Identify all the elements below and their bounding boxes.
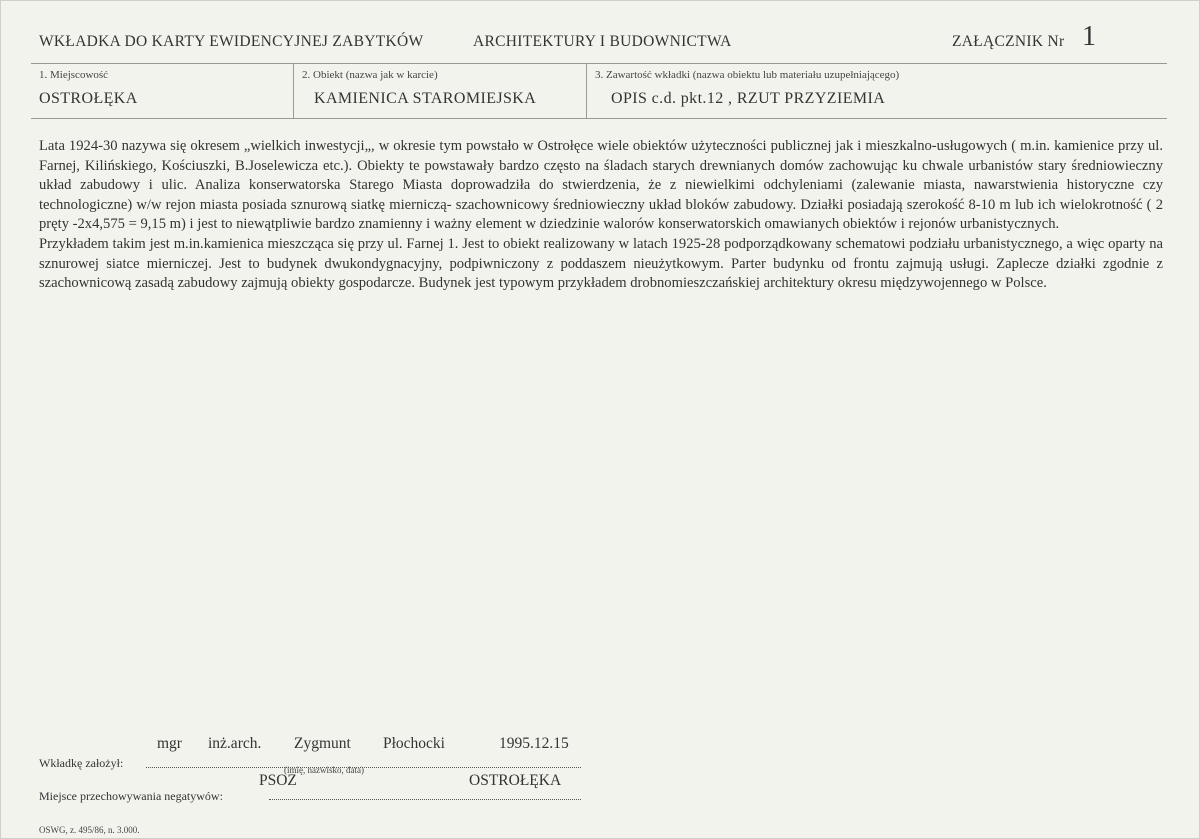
header-title-right: ARCHITEKTURY I BUDOWNICTWA bbox=[473, 33, 732, 50]
author-title-2: inż.arch. bbox=[208, 735, 262, 752]
author-date: 1995.12.15 bbox=[499, 735, 569, 752]
author-title-1: mgr bbox=[157, 735, 182, 752]
negatives-org: PSOZ bbox=[259, 772, 297, 789]
field-separator-1 bbox=[293, 63, 294, 119]
field-label-object: 2. Obiekt (nazwa jak w karcie) bbox=[302, 69, 438, 81]
author-first-name: Zygmunt bbox=[294, 735, 351, 752]
field-value-locality: OSTROŁĘKA bbox=[39, 90, 138, 107]
author-label: Wkładkę założył: bbox=[39, 756, 124, 770]
field-value-object: KAMIENICA STAROMIEJSKA bbox=[314, 90, 537, 107]
author-last-name: Płochocki bbox=[383, 735, 445, 752]
attachment-number: 1 bbox=[1082, 21, 1097, 52]
negatives-label: Miejsce przechowywania negatywów: bbox=[39, 789, 223, 803]
field-label-contents: 3. Zawartość wkładki (nazwa obiektu lub materiału uzupełniającego) bbox=[595, 69, 900, 81]
form-code: OSWG, z. 495/86, n. 3.000. bbox=[39, 825, 140, 835]
author-hint: (imię, nazwisko, data) bbox=[284, 765, 364, 775]
field-separator-2 bbox=[586, 63, 587, 119]
header-divider bbox=[31, 63, 1167, 64]
field-label-locality: 1. Miejscowość bbox=[39, 69, 109, 81]
negatives-city: OSTROŁĘKA bbox=[469, 772, 562, 789]
attachment-label: ZAŁĄCZNIK Nr bbox=[952, 33, 1065, 50]
description-paragraph-1: Lata 1924-30 nazywa się okresem „wielkich inwestycji„, w okresie tym powstało w Ostrołęce wiele obiektów użyteczności publicznej jak i mieszkalno-usługowych ( m.in. kamienice przy ul. Farnej, Kilińskiego, Kościuszki, B.Joselewicza etc.). Obiekty te powstawały bardzo często na śladach starych drewnianych domów zachowując ku chwale urbanistów stary średniowieczny układ zabudowy i ulic. Analiza konserwatorska Starego Miasta doprowadziła do stwierdzenia, że z niewielkimi odchyleniami (zalewanie miasta, nawarstwienia historyczne czy technologiczne) w/w rejon miasta posiada sznurową siatkę mierniczą- szachownicowy średniowieczny układ bloków zabudowy. Działki posiadają szerokość 8-10 m lub ich wielokrotność ( 2 pręty -2x4,575 = 9,15 m) i jest to niewątpliwie bardzo znamienny i ważny element w dziedzinie walorów konserwatorskich omawianych obiektów i rejonów urbanistycznych. bbox=[39, 138, 1163, 233]
description-paragraph-2: Przykładem takim jest m.in.kamienica mieszcząca się przy ul. Farnej 1. Jest to obiekt realizowany w latach 1925-28 podporządkowany schematowi podziału urbanistycznego, a więc oparty na sznurowej siatce mierniczej. Jest to budynek dwukondygnacyjny, podpiwniczony z poddaszem nieużytkowym. Parter budynku od frontu zajmują usługi. Zaplecze działki zgodnie z szachownicową zasadą zabudowy zajmują obiekty gospodarcze. Budynek jest typowym przykładem drobnomieszczańskiej architektury okresu międzywojennego w Polsce. bbox=[39, 235, 1163, 292]
header-title-left: WKŁADKA DO KARTY EWIDENCYJNEJ ZABYTKÓW bbox=[39, 33, 424, 50]
negatives-dotted-line bbox=[269, 799, 581, 800]
fields-divider bbox=[31, 118, 1167, 119]
field-value-contents: OPIS c.d. pkt.12 , RZUT PRZYZIEMIA bbox=[611, 90, 886, 107]
description-text bbox=[39, 137, 1163, 294]
